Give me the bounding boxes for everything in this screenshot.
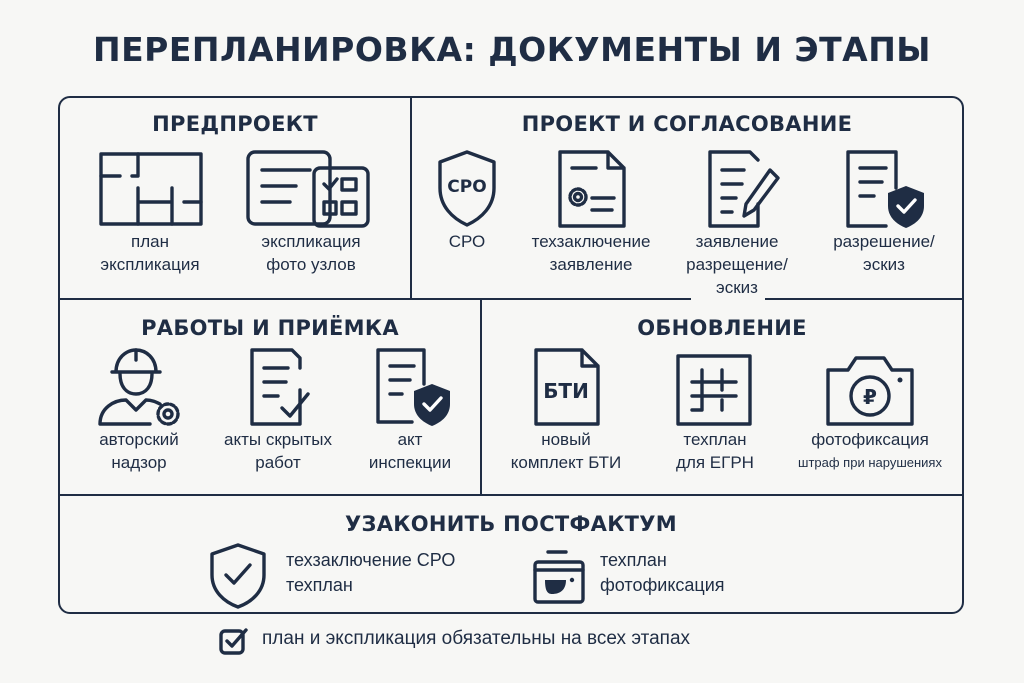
item-application xyxy=(662,148,812,299)
section-title-preproject: ПРЕДПРОЕКТ xyxy=(152,112,318,136)
caption-line: техзаключение xyxy=(531,232,651,251)
caption-line: эскиз xyxy=(863,255,905,274)
caption-line: экспликация xyxy=(261,232,361,251)
caption-line: СРО xyxy=(448,232,486,251)
footer-text: план и экспликация обязательны на всех этапах xyxy=(262,628,691,649)
document-shield-icon xyxy=(350,344,470,428)
item-hidden-works-acts xyxy=(208,344,348,474)
caption-line: разрещение/ xyxy=(686,255,788,274)
floor-plan-icon xyxy=(80,148,220,230)
caption-line: техплан xyxy=(683,430,747,449)
legend-line: фотофиксация xyxy=(600,575,725,595)
caption-line: эскиз xyxy=(716,278,758,297)
section-title-works: РАБОТЫ И ПРИЁМКА xyxy=(141,316,399,340)
legend-line: техплан xyxy=(600,550,667,570)
caption-line: работ xyxy=(255,453,301,472)
caption-line: разрешение/ xyxy=(833,232,935,251)
caption-line: экспликация xyxy=(100,255,200,274)
page-title: ПЕРЕПЛАНИРОВКА: ДОКУМЕНТЫ И ЭТАПЫ xyxy=(92,30,932,69)
sro-shield-icon xyxy=(416,148,518,230)
caption-line: для ЕГРН xyxy=(676,453,754,472)
divider xyxy=(60,298,691,300)
document-gear-icon xyxy=(516,148,666,230)
tech-plan-icon xyxy=(650,344,780,428)
camera-ruble-icon xyxy=(788,344,952,428)
caption-line: акты скрытых xyxy=(224,430,332,449)
caption-line: акт xyxy=(397,430,423,449)
worker-gear-icon xyxy=(74,344,204,428)
item-author-supervision xyxy=(74,344,204,474)
item-tech-conclusion xyxy=(516,148,666,276)
section-title-update: ОБНОВЛЕНИЕ xyxy=(637,316,807,340)
caption-line: комплект БТИ xyxy=(510,453,622,472)
caption-line: план xyxy=(131,232,169,251)
item-photo-fixation xyxy=(788,344,952,474)
item-sro xyxy=(416,148,518,253)
sro-icon-text: СРО xyxy=(447,177,487,197)
legalize-item-1 xyxy=(286,548,455,598)
legalize-item-2 xyxy=(600,548,725,598)
document-check-icon xyxy=(208,344,348,428)
item-bti xyxy=(496,344,636,474)
caption-line: фото узлов xyxy=(266,255,356,274)
documents-checklist-icon xyxy=(236,148,386,230)
stages-frame xyxy=(58,96,964,614)
item-plan xyxy=(80,148,220,276)
document-shield-icon xyxy=(814,148,954,230)
item-explication-photo xyxy=(236,148,386,276)
bti-icon-text: БТИ xyxy=(543,379,589,403)
item-permission xyxy=(814,148,954,276)
item-tech-plan xyxy=(650,344,780,474)
section-title-legalize: УЗАКОНИТЬ ПОСТФАКТУМ xyxy=(345,512,677,536)
caption-line: инспекции xyxy=(368,453,452,472)
caption-line-small: штраф при нарушениях xyxy=(798,455,942,470)
caption-line: заявление xyxy=(549,255,633,274)
item-inspection-act xyxy=(350,344,470,474)
caption-line: фотофиксация xyxy=(811,430,929,449)
bti-document-icon xyxy=(496,344,636,428)
caption-line: надзор xyxy=(111,453,167,472)
caption-line: авторский xyxy=(99,430,179,449)
svg-text:₽: ₽ xyxy=(863,385,877,409)
photo-document-icon xyxy=(530,546,590,606)
checkbox-icon xyxy=(218,626,250,656)
legend-line: техплан xyxy=(286,575,353,595)
divider xyxy=(60,494,962,496)
caption-line: заявление xyxy=(695,232,779,251)
document-pen-icon xyxy=(662,148,812,230)
shield-check-icon xyxy=(206,541,270,611)
caption-line: новый xyxy=(541,430,591,449)
legend-line: техзаключение СРО xyxy=(286,550,456,570)
section-title-project: ПРОЕКТ И СОГЛАСОВАНИЕ xyxy=(521,112,853,136)
